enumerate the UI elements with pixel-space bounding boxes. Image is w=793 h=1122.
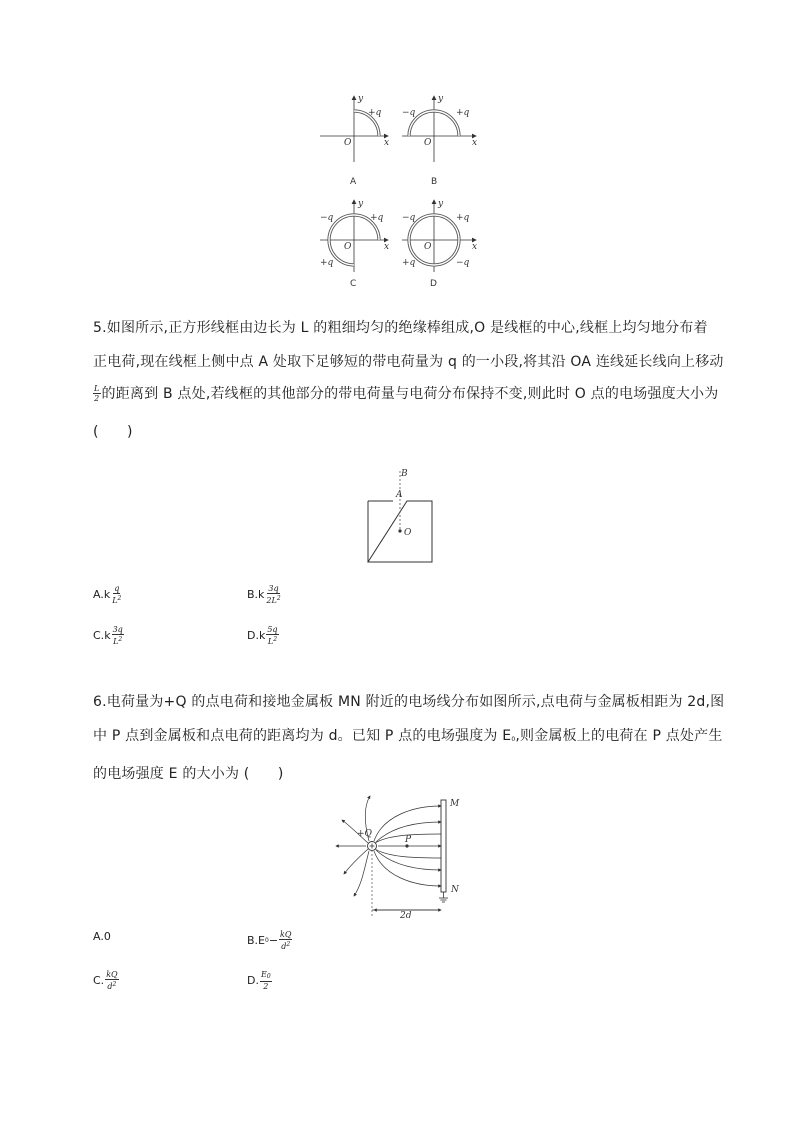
fraction: $\frac{E_0}{2}$ <box>260 970 271 991</box>
svg-text:N: N <box>451 885 459 895</box>
svg-text:2d: 2d <box>400 911 412 920</box>
q6-text-line2: 中 P 点到金属板和点电荷的距离均为 d。已知 P 点的电场强度为 $E_0$,则金属板上的电荷在 P 点处产生 <box>93 728 723 744</box>
svg-text:y: y <box>358 199 364 209</box>
charge-label: −q <box>402 213 416 223</box>
svg-text:O: O <box>404 528 412 538</box>
q5-text-line3: $\frac{L}{2}$ 的距离到 B 点处,若线框的其他部分的带电荷量与电荷分布保持不变,则此时 O 点的电场强度大小为 <box>94 384 719 403</box>
svg-text:y: y <box>358 94 364 104</box>
svg-text:O: O <box>344 242 352 252</box>
panel-c-label: C <box>350 279 357 289</box>
fraction: $\frac{3q}{L^2}$ <box>112 625 123 646</box>
fraction: $\frac{3q}{2L^2}$ <box>266 584 281 605</box>
q5-answer-blank: ( ) <box>93 424 133 440</box>
q5-option-d[interactable]: D. k $\frac{5q}{L^2}$ <box>247 625 278 646</box>
svg-text:+Q: +Q <box>357 829 372 839</box>
charge-label: −q <box>402 108 416 118</box>
q6-option-d[interactable]: D. $\frac{E_0}{2}$ <box>247 970 271 991</box>
q6-text-line3: 的电场强度 E 的大小为 ( ) <box>93 766 284 782</box>
charge-label: +q <box>456 108 470 118</box>
svg-text:A: A <box>396 490 403 500</box>
svg-text:y: y <box>438 199 444 209</box>
svg-text:M: M <box>450 799 460 809</box>
svg-text:x: x <box>384 242 390 252</box>
q6-text-line1: 6.电荷量为+Q 的点电荷和接地金属板 MN 附近的电场线分布如图所示,点电荷与金属板相距为 2d,图 <box>93 694 725 710</box>
charge-label: −q <box>456 258 470 268</box>
svg-text:P: P <box>405 835 412 845</box>
fraction: $\frac{kQ}{d^2}$ <box>106 970 118 991</box>
charge-label: +q <box>370 213 384 223</box>
charge-label: +q <box>320 258 334 268</box>
q6-option-c[interactable]: C. $\frac{kQ}{d^2}$ <box>93 970 118 991</box>
q5-square-frame-figure <box>355 462 435 567</box>
q6-field-lines-figure <box>328 792 468 920</box>
svg-text:x: x <box>472 138 478 148</box>
q6-option-b[interactable]: B. E 0 − $\frac{kQ}{d^2}$ <box>247 930 292 951</box>
q6-option-a[interactable]: A. 0 <box>93 930 111 943</box>
fraction: $\frac{kQ}{d^2}$ <box>280 930 292 951</box>
question4-figure <box>310 90 490 290</box>
fraction: $\frac{5q}{L^2}$ <box>267 625 278 646</box>
q5-option-b[interactable]: B. k $\frac{3q}{2L^2}$ <box>247 584 281 605</box>
panel-a <box>320 94 389 187</box>
svg-text:O: O <box>424 242 432 252</box>
panel-a-label: A <box>350 177 357 187</box>
svg-text:x: x <box>472 242 478 252</box>
svg-text:O: O <box>424 138 432 148</box>
charge-label: +q <box>402 258 416 268</box>
svg-text:y: y <box>438 94 444 104</box>
svg-text:x: x <box>384 138 390 148</box>
q5-option-a[interactable]: A. k $\frac{q}{L^2}$ <box>93 584 122 605</box>
fraction: $\frac{L}{2}$ <box>94 384 100 403</box>
panel-d <box>402 199 477 289</box>
q5-option-c[interactable]: C. k $\frac{3q}{L^2}$ <box>93 625 123 646</box>
charge-label: +q <box>368 108 382 118</box>
fraction: $\frac{q}{L^2}$ <box>112 584 122 605</box>
svg-text:O: O <box>344 138 352 148</box>
charge-label: −q <box>320 213 334 223</box>
q5-text-line1: 5.如图所示,正方形线框由边长为 L 的粗细均匀的绝缘棒组成,O 是线框的中心,线框上均匀地分布着 <box>93 320 708 336</box>
charge-label: +q <box>456 213 470 223</box>
panel-b-label: B <box>431 177 438 187</box>
panel-b <box>402 94 477 187</box>
svg-text:B: B <box>401 469 408 479</box>
panel-c <box>320 199 389 289</box>
panel-d-label: D <box>430 279 437 289</box>
q5-text-line2: 正电荷,现在线框上侧中点 A 处取下足够短的带电荷量为 q 的一小段,将其沿 OA 连线延长线向上移动 <box>93 354 724 370</box>
